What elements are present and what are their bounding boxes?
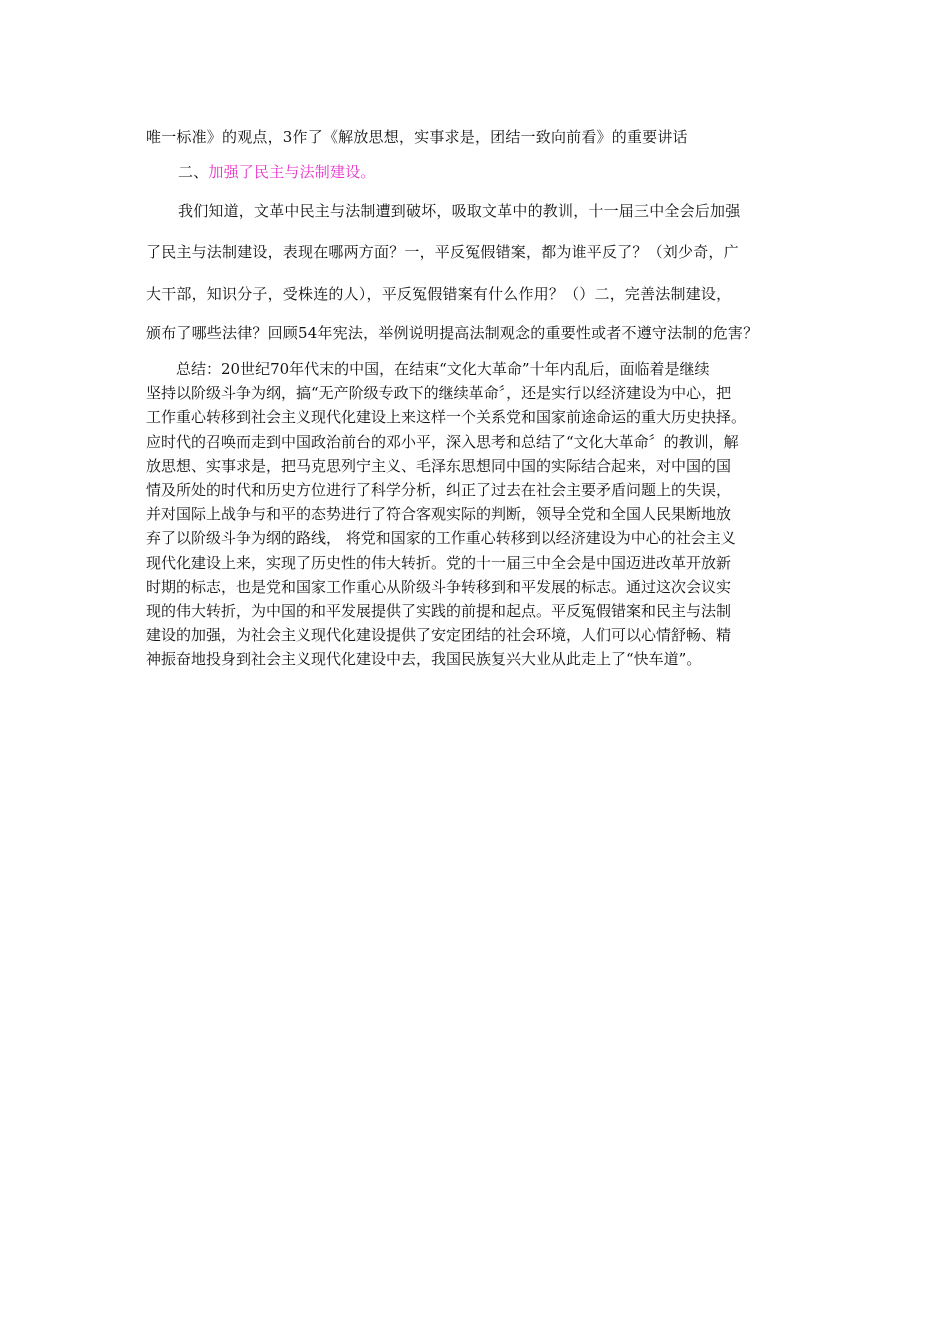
summary-line: 坚持以阶级斗争为纲，搞“无产阶级专政下的继续革命〞，还是实行以经济建设为中心，把 — [146, 384, 732, 403]
summary-line: 现的伟大转折，为中国的和平发展提供了实践的前提和起点。平反冤假错案和民主与法制 — [146, 602, 732, 621]
paragraph-line: 大干部，知识分子，受株连的人），平反冤假错案有什么作用？（）二，完善法制建设， — [146, 285, 732, 303]
summary-line: 情及所处的时代和历史方位进行了科学分析，纠正了过去在社会主要矛盾问题上的失误， — [146, 481, 732, 500]
summary-line: 应时代的召唤而走到中国政治前台的邓小平，深入思考和总结了“文化大革命〞的教训，解 — [146, 432, 739, 451]
summary-line: 现代化建设上来，实现了历史性的伟大转折。党的十一届三中全会是中国迈进改革开放新 — [146, 553, 732, 572]
section-heading — [178, 161, 376, 183]
summary-line: 总结：20世纪70年代末的中国，在结束“文化大革命”十年内乱后，面临着是继续 — [176, 360, 710, 378]
summary-paragraph — [146, 357, 816, 672]
summary-line: 建设的加强，为社会主义现代化建设提供了安定团结的社会环境，人们可以心情舒畅、精 — [146, 626, 732, 645]
summary-line: 弃了以阶级斗争为纲的路线， 将党和国家的工作重心转移到以经济建设为中心的社会主义 — [146, 529, 736, 548]
summary-line: 放思想、实事求是，把马克思列宁主义、毛泽东思想同中国的实际结合起来，对中国的国 — [146, 456, 732, 475]
text-line-1: 唯一标准》的观点，3作了《解放思想，实事求是，团结一致向前看》的重要讲话 — [146, 128, 688, 146]
summary-line: 神振奋地投身到社会主义现代化建设中去，我国民族复兴大业从此走上了“快车道”。 — [146, 650, 702, 669]
paragraph-line: 我们知道，文革中民主与法制遭到破坏，吸取文革中的教训，十一届三中全会后加强 — [178, 202, 741, 220]
section-title: 加强了民主与法制建设。 — [208, 163, 376, 181]
summary-line: 并对国际上战争与和平的态势进行了符合客观实际的判断，领导全党和全国人民果断地放 — [146, 505, 732, 524]
paragraph-line: 颁布了哪些法律？回顾54年宪法，举例说明提高法制观念的重要性或者不遵守法制的危害？ — [146, 324, 759, 342]
summary-line: 工作重心转移到社会主义现代化建设上来这样一个关系党和国家前途命运的重大历史抉择。 — [146, 408, 747, 427]
section-number: 二、 — [178, 163, 209, 181]
summary-line: 时期的标志，也是党和国家工作重心从阶级斗争转移到和平发展的标志。通过这次会议实 — [146, 577, 732, 596]
paragraph-line: 了民主与法制建设，表现在哪两方面？一，平反冤假错案，都为谁平反了？（刘少奇，广 — [146, 243, 739, 261]
